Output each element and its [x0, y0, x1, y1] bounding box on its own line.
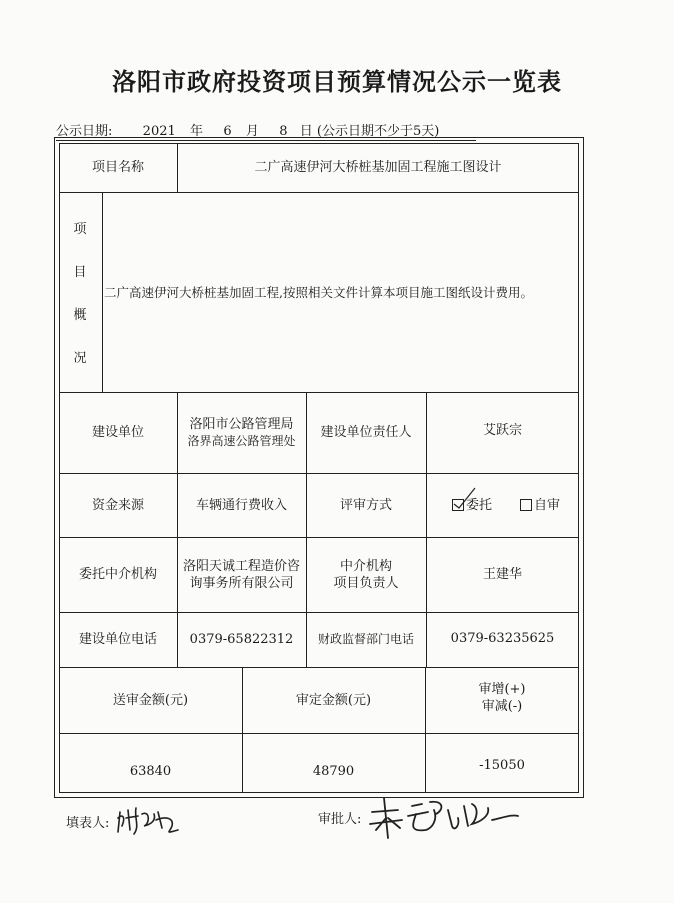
- date-note: (公示日期不少于5天): [316, 124, 440, 139]
- unit-phone-value: 0379-65822312: [189, 632, 294, 647]
- approved-amount-label: 审定金额(元): [295, 692, 372, 708]
- self-review-checkbox[interactable]: [520, 499, 532, 511]
- review-method-options: [426, 473, 579, 537]
- agency-value-line: 洛阳天诚工程造价咨: [182, 558, 300, 574]
- date-day: 8: [279, 124, 288, 139]
- date-year-unit: 年: [190, 124, 204, 139]
- self-review-option-label: 自审: [534, 497, 561, 513]
- agency-head-label-line: 项目负责人: [333, 575, 399, 591]
- agency-label: 委托中介机构: [78, 567, 157, 582]
- construction-unit-line: 洛界高速公路管理处: [187, 433, 296, 448]
- submitted-amount-value: 63840: [129, 764, 172, 779]
- fund-source-label: 资金来源: [91, 497, 144, 513]
- approver-signature: [368, 796, 528, 840]
- filler-signature: [116, 804, 188, 836]
- agency-head-value: 王建华: [482, 567, 522, 582]
- date-month: 6: [223, 124, 232, 139]
- page-title: 洛阳市政府投资项目预算情况公示一览表: [112, 67, 562, 96]
- entrust-checkbox[interactable]: [452, 499, 464, 511]
- review-method-label: 评审方式: [339, 497, 392, 513]
- fund-source-value: 车辆通行费收入: [195, 497, 287, 513]
- construction-unit-value: [177, 392, 306, 473]
- overview-label-char: 项: [73, 222, 87, 237]
- overview-label-char: 目: [73, 265, 87, 280]
- increase-label: 审增(+): [478, 682, 526, 697]
- overview-label-char: 况: [73, 351, 87, 366]
- date-year: 2021: [142, 124, 176, 139]
- entrust-option-label: 委托: [466, 497, 493, 513]
- diff-value: -15050: [479, 758, 525, 773]
- agency-value-line: 询事务所有限公司: [189, 575, 294, 591]
- agency-head-label-line: 中介机构: [339, 558, 392, 574]
- approver-label: 审批人:: [318, 812, 362, 827]
- project-overview-label: [58, 192, 102, 392]
- project-name-label: 项目名称: [91, 160, 144, 175]
- responsible-person-value: 艾跃宗: [482, 423, 522, 438]
- overview-label-char: 概: [73, 308, 87, 323]
- approved-amount-value: 48790: [312, 764, 355, 779]
- decrease-label: 审减(-): [481, 699, 523, 714]
- check-mark-icon: [451, 486, 477, 512]
- date-day-unit: 日: [299, 124, 313, 139]
- diff-label: [425, 667, 579, 733]
- row-divider: [59, 192, 579, 193]
- construction-unit-line: 洛阳市公路管理局: [189, 416, 294, 432]
- finance-phone-label: 财政监督部门电话: [317, 632, 414, 646]
- date-label: 公示日期:: [56, 124, 113, 139]
- unit-phone-label: 建设单位电话: [78, 632, 157, 647]
- filler-label: 填表人:: [66, 816, 110, 831]
- project-name-value: 二广高速伊河大桥桩基加固工程施工图设计: [254, 160, 502, 175]
- finance-phone-value: 0379-63235625: [450, 631, 555, 646]
- date-month-unit: 月: [245, 124, 259, 139]
- agency-head-label: [306, 537, 426, 612]
- agency-value: [177, 537, 306, 612]
- project-overview-value: 二广高速伊河大桥桩基加固工程,按照相关文件计算本项目施工图纸设计费用。: [104, 284, 533, 300]
- responsible-person-label: 建设单位责任人: [320, 425, 412, 440]
- submitted-amount-label: 送审金额(元): [112, 692, 189, 708]
- construction-unit-label: 建设单位: [91, 425, 144, 440]
